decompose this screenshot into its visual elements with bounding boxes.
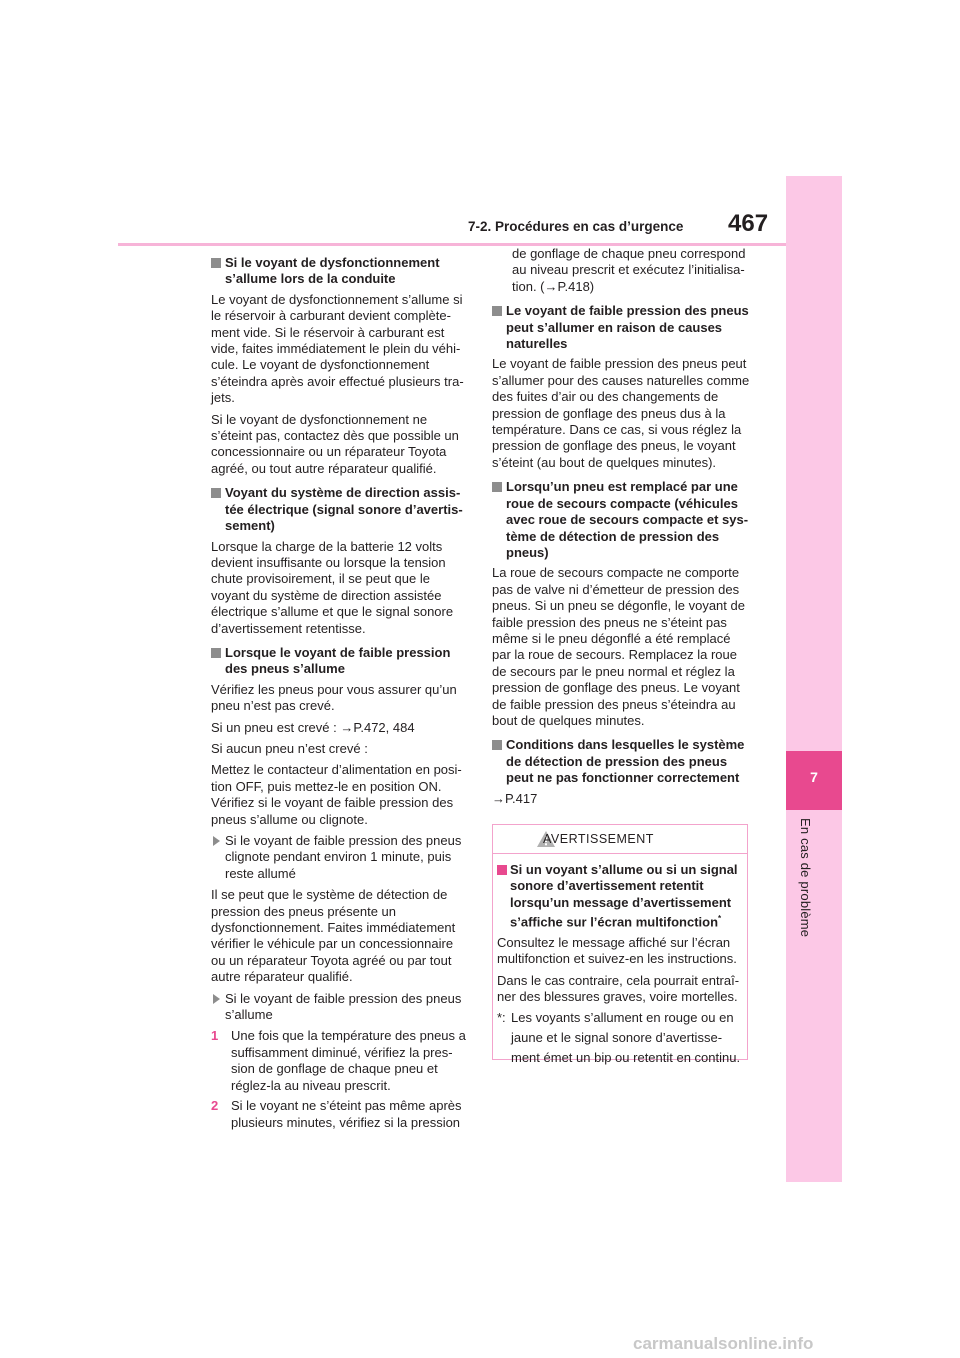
sub-heading: Si le voyant de faible pression des pneus s’allume <box>211 991 468 1024</box>
paragraph: Mettez le contacteur d’alimentation en position OFF, puis mettez-le en position ON. Vérifiez si le voyant de faible pression des pneus s’allume ou clignote. <box>211 762 462 827</box>
triangle-bullet-icon <box>213 836 220 846</box>
page-reference[interactable]: Si un pneu est crevé : →P.472, 484 <box>211 719 415 735</box>
chapter-side-strip <box>786 176 842 1182</box>
step-item: 1 Une fois que la température des pneus a suffisamment diminué, vérifiez la pression de gonflage de chaque pneu et réglez-la au niveau prescrit. <box>211 1028 466 1093</box>
paragraph: Le voyant de dysfonctionnement s’allume si le réservoir à carburant devient complètement vide. Si le réservoir à carburant est vide, faites immédiatement le plein du véhicule. Le voyant de dysfonctionnement s’éteindra après avoir effectué plusieurs trajets. <box>211 291 464 406</box>
warning-paragraph: Consultez le message affiché sur l’écran multifonction et suivez-en les instructions. <box>497 934 737 967</box>
triangle-bullet-icon <box>213 994 220 1004</box>
paragraph: Lorsque la charge de la batterie 12 volts devient insuffisante ou lorsque la tension chute provisoirement, il se peut que le voyant du système de direction assistée électrique s’allume et que le signal sonore d’avertissement retentisse. <box>211 538 454 636</box>
paragraph: Si le voyant de dysfonctionnement ne s’éteint pas, contactez dès que possible un concessionnaire ou un réparateur Toyota agréé, ou tout autre réparateur qualifié. <box>211 411 459 476</box>
warning-paragraph: Dans le cas contraire, cela pourrait entraîner des blessures graves, voire mortelles. <box>497 972 740 1005</box>
section-heading: Lorsque le voyant de faible pression des pneus s’allume <box>211 645 468 678</box>
square-bullet-icon <box>497 865 507 875</box>
page-reference[interactable]: →P.417 <box>492 790 538 806</box>
section-heading: Conditions dans lesquelles le système de détection de pression des pneus peut ne pas fonctionner correctement <box>492 737 750 786</box>
step-number: 1 <box>211 1028 219 1044</box>
chapter-number: 7 <box>810 769 818 785</box>
section-heading: Lorsqu’un pneu est remplacé par une roue de secours compacte (véhicules avec roue de secours compacte et système de détection de pression des pneus) <box>492 479 750 561</box>
square-bullet-icon <box>211 258 221 268</box>
square-bullet-icon <box>492 482 502 492</box>
chapter-label: En cas de problème <box>798 818 813 938</box>
section-heading: Voyant du système de direction assistée électrique (signal sonore d’avertissement) <box>211 485 468 534</box>
step-item: 2 Si le voyant ne s’éteint pas même après plusieurs minutes, vérifiez si la pression <box>211 1098 462 1130</box>
step-continuation: de gonflage de chaque pneu correspond au niveau prescrit et exécutez l’initialisation. (→P.418) <box>512 246 746 294</box>
warning-body <box>493 854 747 1068</box>
page-number: 467 <box>728 210 769 237</box>
warning-heading: Si un voyant s’allume ou si un signal sonore d’avertissement retentit lorsqu’un message d’avertissement s’affiche sur l’écran multifonction* <box>497 862 743 931</box>
paragraph: Il se peut que le système de détection de pression des pneus présente un dysfonctionnement. Faites immédiatement vérifier le véhicule par un concessionnaire ou un réparateur Toyota agréé ou par tout autre réparateur qualifié. <box>211 887 456 985</box>
warning-header <box>493 825 747 854</box>
sub-heading: Si le voyant de faible pression des pneus clignote pendant environ 1 minute, puis reste allumé <box>211 833 468 882</box>
section-heading: Si le voyant de dysfonctionnement s’allume lors de la conduite <box>211 255 468 288</box>
paragraph: La roue de secours compacte ne comporte pas de valve ni d’émetteur de pression des pneus. Si un pneu se dégonfle, le voyant de faible pression des pneus ne s’éteint pas même si le pneu dégonflé a été remplacé par la roue de secours. Remplacez la roue de secours par le pneu normal et réglez la pression de gonflage des pneus. Le voyant de faible pression des pneus s’éteindra au bout de quelques minutes. <box>492 565 745 728</box>
section-title: 7-2. Procédures en cas d’urgence <box>468 219 684 234</box>
footnote: *: Les voyants s’allument en rouge ou en jaune et le signal sonore d’avertissement émet un bip ou retentit en continu. <box>497 1009 741 1065</box>
right-column <box>492 246 750 812</box>
paragraph: Le voyant de faible pression des pneus peut s’allumer pour des causes naturelles comme des fuites d’air ou des changements de pression de gonflage des pneus dus à la température. Dans ce cas, si vous réglez la pression de gonflage des pneus, le voyant s’éteint (au bout de quelques minutes). <box>492 356 750 470</box>
section-heading: Le voyant de faible pression des pneus peut s’allumer en raison de causes naturelles <box>492 303 750 352</box>
paragraph: Si aucun pneu n’est crevé : <box>211 740 368 756</box>
footnote-mark: * <box>718 914 722 924</box>
left-column <box>211 255 468 1135</box>
warning-box <box>492 824 748 1065</box>
watermark: carmanualsonline.info <box>633 1334 814 1353</box>
footnote-mark: *: <box>497 1009 506 1025</box>
square-bullet-icon <box>492 740 502 750</box>
square-bullet-icon <box>492 306 502 316</box>
square-bullet-icon <box>211 648 221 658</box>
paragraph: Vérifiez les pneus pour vous assurer qu’un pneu n’est pas crevé. <box>211 681 457 714</box>
square-bullet-icon <box>211 488 221 498</box>
step-number: 2 <box>211 1098 219 1114</box>
warning-title: AVERTISSEMENT <box>543 832 654 846</box>
